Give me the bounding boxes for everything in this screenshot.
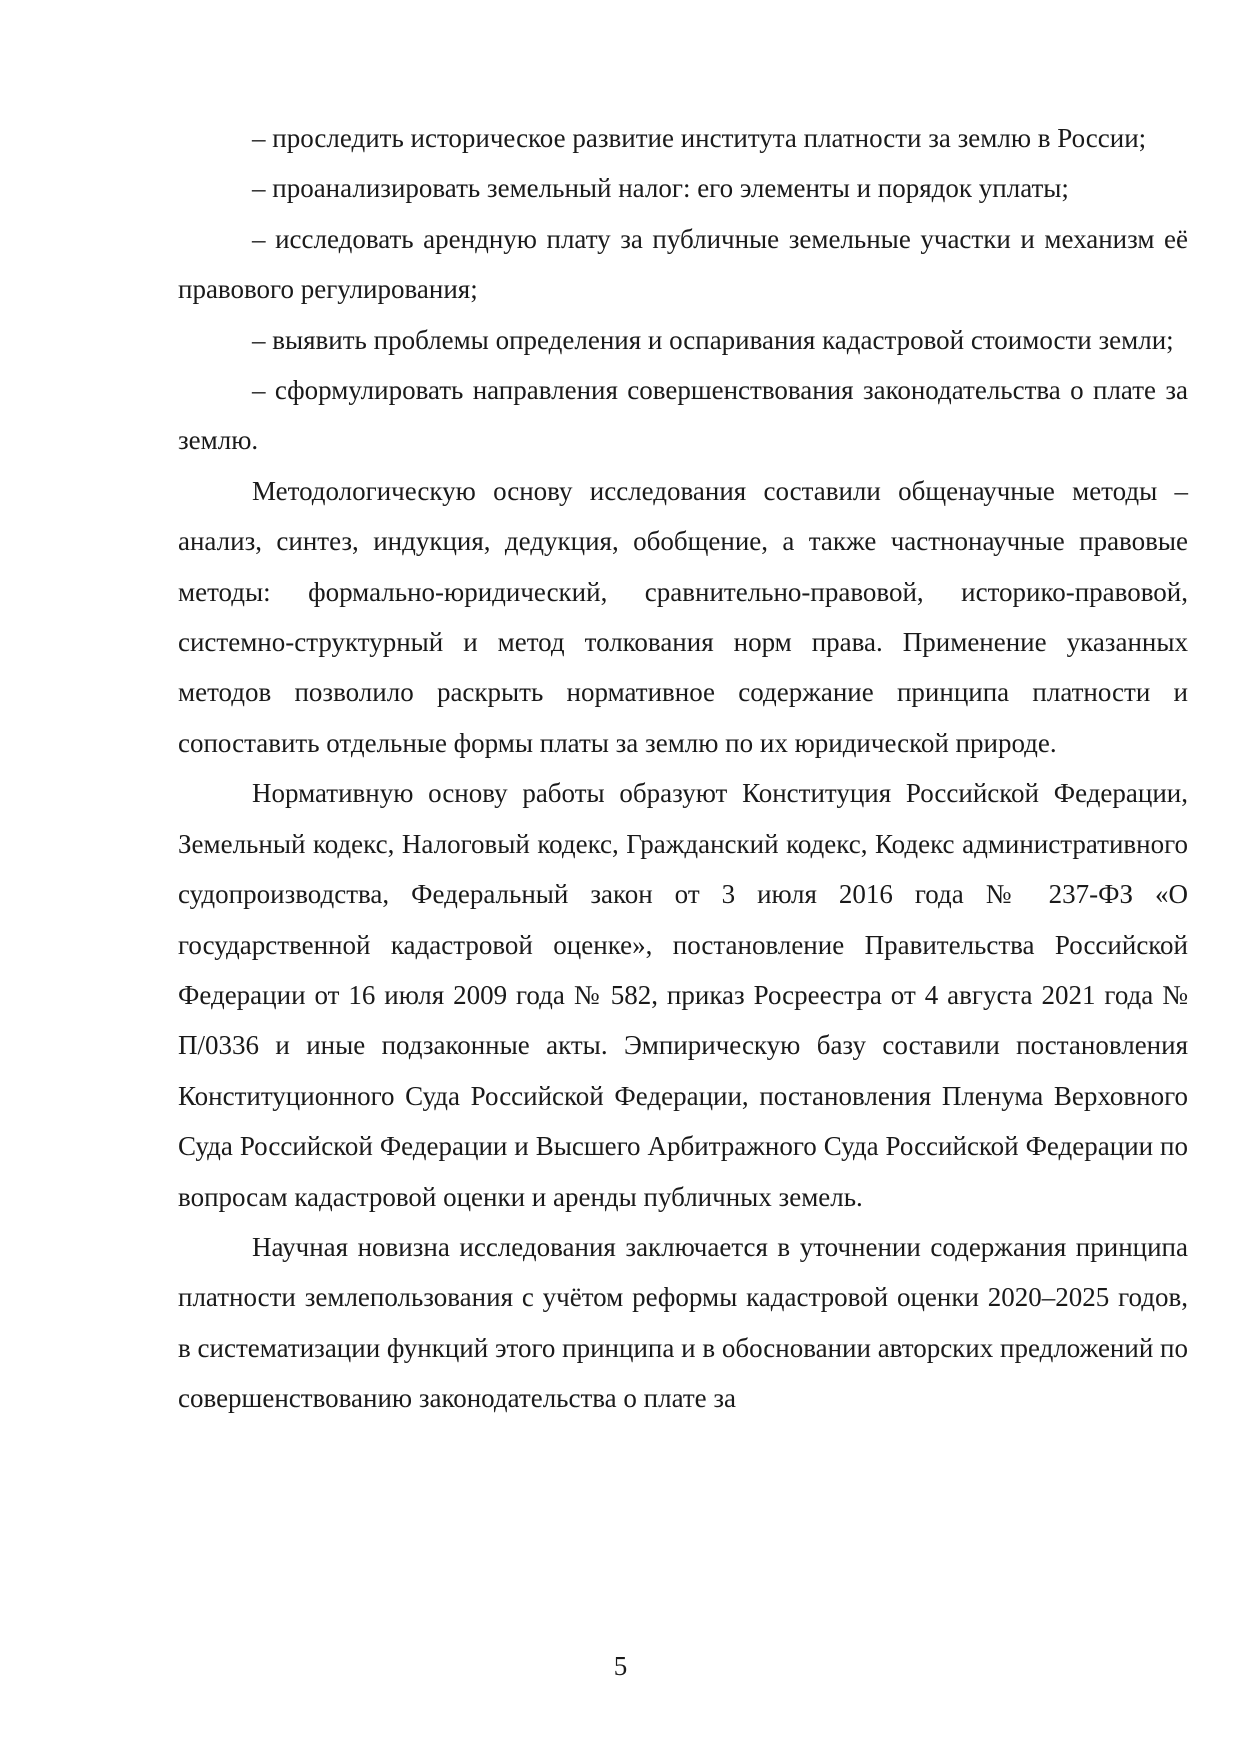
task-item-legislation: – сформулировать направления совершенствования законодательства о плате за землю. [178,375,1188,456]
paragraph-methodology: Методологическую основу исследования составили общенаучные методы – анализ, синтез, индукция, дедукция, обобщение, а также частнонаучные правовые методы: формально-юридический, сравнительно-правовой, историко-правовой, системно-структурный и метод толкования норм права. Применение указанных методов позволило раскрыть нормативное содержание принципа платности и сопоставить отдельные формы платы за землю по их юридической природе. [178,475,1188,758]
task-item-rent: – исследовать арендную плату за публичные земельные участки и механизм её правового регулирования; [178,223,1188,305]
paragraph-normative-basis: Нормативную основу работы образуют Конституция Российской Федерации, Земельный кодекс, Налоговый кодекс, Гражданский кодекс, Кодекс административного судопроизводства, Федеральный закон от 3 июля 2016 года № 237-ФЗ «О государственной кадастровой оценке», постановление Правительства Российской Федерации от 16 июля 2009 года № 582, приказ Росреестра от 4 августа 2021 года № П/0336 и иные подзаконные акты. Эмпирическую базу составили постановления Конституционного Суда Российской Федерации, постановления Пленума Верховного Суда Российской Федерации и Высшего Арбитражного Суда Российской Федерации по вопросам кадастровой оценки и аренды публичных земель. [178,778,1188,1212]
document-body [178,113,1188,1424]
task-item-history: – проследить историческое развитие института платности за землю в России; [252,123,1147,153]
task-item-land-tax: – проанализировать земельный налог: его элементы и порядок уплаты; [252,173,1069,204]
page-number: 5 [613,1651,628,1681]
paragraph-scientific-novelty: Научная новизна исследования заключается в уточнении содержания принципа платности землепользования с учётом реформы кадастровой оценки 2020–2025 годов, в систематизации функций этого принципа и в обосновании авторских предложений по совершенствованию законодательства о плате за [178,1231,1188,1414]
task-item-cadastral-value: – выявить проблемы определения и оспаривания кадастровой стоимости земли; [252,324,1174,355]
